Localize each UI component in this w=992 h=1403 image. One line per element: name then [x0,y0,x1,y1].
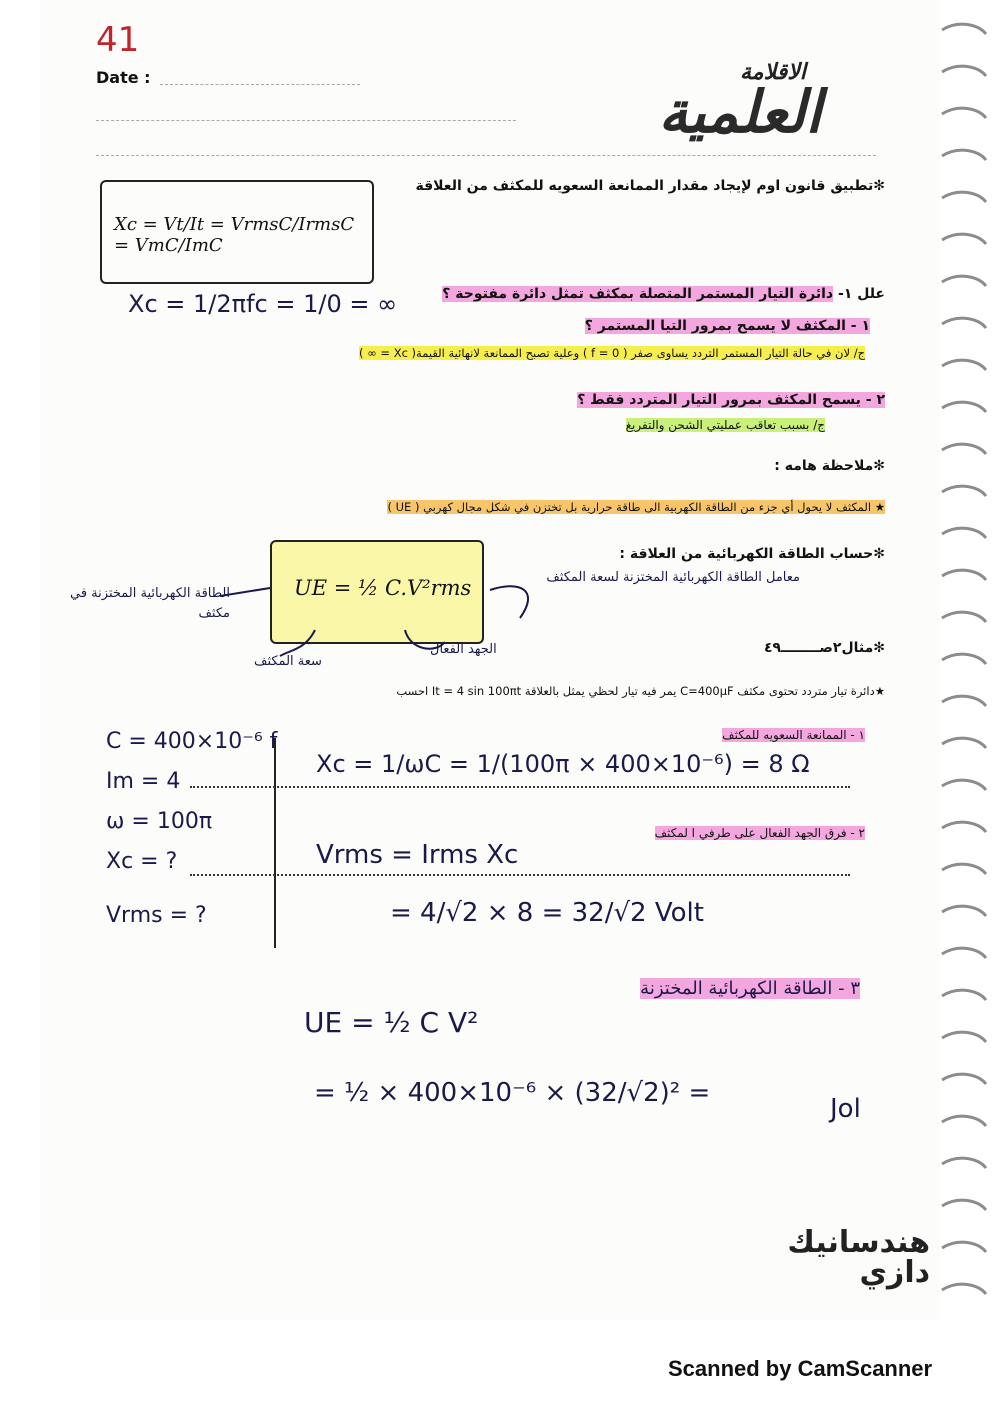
given-item: C = 400×10⁻⁶ f [106,729,278,754]
solution-1: Xc = 1/ωC = 1/(100π × 400×10⁻⁶) = 8 Ω [316,750,810,778]
hand-note-right: معامل الطاقة الكهربائية المختزنة لسعة المكثف [546,570,800,585]
note-text: ★ المكثف لا يحول أي جزء من الطاقة الكهربية الى طاقة حرارية بل تختزن في شكل مجال كهربي ( UE ) [387,500,885,514]
hand-note-capacity: سعة المكثف [254,654,322,669]
spiral-ring [942,654,986,664]
question-1 [660,728,865,742]
why-question-1 [440,286,885,302]
spiral-ring [942,24,986,34]
answer-1 [260,346,865,360]
spiral-ring [942,1284,986,1294]
spiral-ring [942,906,986,916]
spiral-ring [942,1032,986,1042]
solution-3a: UE = ½ C V² [304,1006,479,1039]
spiral-ring [942,780,986,790]
spiral-ring [942,402,986,412]
brand-top: الاقلامة [740,60,806,85]
example-statement: ★دائرة تيار متردد تحتوى مكثف C=400μF يمر فيه تيار لحظي يمثل بالعلاقة It = 4 sin 100πt احسب [396,684,885,698]
answer-2-text: ج/ بسبب تعاقب عمليتي الشحن والتفريغ [625,418,825,432]
solution-2a: Vrms = Irms Xc [316,840,519,870]
formula-box [100,180,374,284]
why-question-2-text: ٢ - يسمح المكثف بمرور التيار المتردد فقط ؟ [577,392,885,408]
annotation-arrows [220,570,600,680]
notebook-page [40,0,940,1320]
why-sub-question [490,318,870,334]
given-item: ω = 100π [106,809,213,834]
rule-line [96,155,876,156]
spiral-ring [942,66,986,76]
hand-note-voltage: الجهد الفعال [430,642,497,657]
spiral-ring [942,486,986,496]
energy-title: ✻حساب الطاقة الكهربائية من العلاقة : [619,546,885,562]
date-label: Date : [96,68,151,87]
dotted-line [190,786,850,788]
scanner-watermark: Scanned by CamScanner [668,1356,933,1381]
solution-3-unit: Jol [830,1094,861,1124]
spiral-ring [942,150,986,160]
spiral-ring [942,318,986,328]
hand-note-left: الطاقة الكهربائية المختزنة في مكثف [70,586,230,621]
question-3 [640,978,860,999]
given-item: Im = 4 [106,769,181,794]
spiral-binding [938,0,992,1320]
spiral-ring [942,1074,986,1084]
spiral-ring [942,192,986,202]
handwritten-formula: Xc = 1/2πfc = 1/0 = ∞ [128,290,398,318]
why-sub-text: ١ - المكثف لا يسمح بمرور التيا المستمر ؟ [584,318,870,334]
ohm-formula: Xc = Vt/It = VrmsC/IrmsC = VmC/ImC [114,214,355,256]
rule-line [96,120,516,121]
question-2 [600,826,865,840]
solution-2b: = 4/√2 × 8 = 32/√2 Volt [390,898,704,928]
spiral-ring [942,738,986,748]
given-item: Vrms = ? [106,903,207,928]
section-title: ✻تطبيق قانون اوم لإيجاد مقدار الممانعة السعويه للمكثف من العلاقة [415,178,885,194]
energy-formula: UE = ½ C.V²rms [294,576,472,600]
why-question-text: دائرة التيار المستمر المتصلة بمكثف تمثل دائرة مفتوحة ؟ [442,286,834,302]
note-text-wrap [302,500,885,514]
spiral-ring [942,864,986,874]
note-title: ✻ملاحظة هامه : [774,458,885,474]
spiral-ring [942,1242,986,1252]
brand-logo: العلمية [658,78,822,146]
question-1-text: ١ - الممانعة السعويه للمكثف [722,728,865,742]
spiral-ring [942,1158,986,1168]
spiral-ring [942,612,986,622]
spiral-ring [942,948,986,958]
spiral-ring [942,990,986,1000]
answer-2 [600,418,825,432]
spiral-ring [942,360,986,370]
dotted-line [190,874,850,876]
question-2-text: ٢ - فرق الجهد الفعال على طرفي ا لمكثف [654,826,865,840]
question-3-text: ٣ - الطاقة الكهربائية المختزنة [640,978,860,999]
spiral-ring [942,1116,986,1126]
spiral-ring [942,444,986,454]
given-list [106,722,277,936]
spiral-ring [942,108,986,118]
spiral-ring [942,1200,986,1210]
solution-3b: = ½ × 400×10⁻⁶ × (32/√2)² = [314,1078,711,1108]
spiral-ring [942,570,986,580]
spiral-ring [942,696,986,706]
spiral-ring [942,234,986,244]
date-line [160,84,360,85]
answer-1-text: ج/ لان في حالة التيار المستمر التردد يساوى صفر ( f = 0 ) وعلية تصبح الممانعة لانهائية القيمة( Xc = ∞ ) [359,346,865,360]
brand-bottom: هندسانيك دازي [787,1225,930,1290]
why-question-2 [570,392,885,408]
why-label: علل ١- [837,286,885,302]
spiral-ring [942,528,986,538]
spiral-ring [942,276,986,286]
spiral-ring [942,822,986,832]
given-item: Xc = ? [106,849,178,874]
example-title: ✻مثال٢صــــــــ٤٩ [764,640,885,656]
page-number: 41 [96,20,140,60]
